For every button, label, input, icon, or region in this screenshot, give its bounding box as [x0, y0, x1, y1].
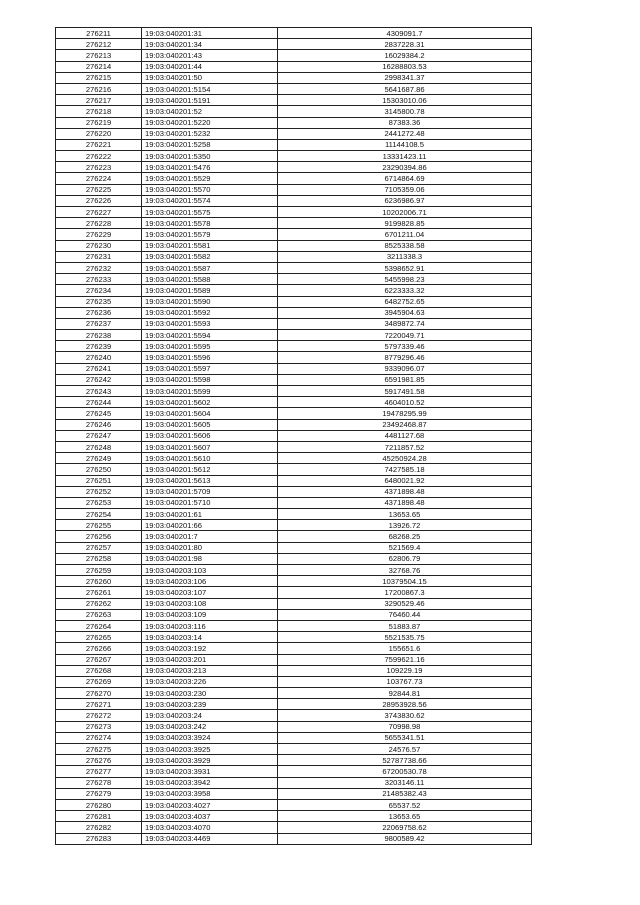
table-row	[56, 509, 532, 520]
row-number-cell: 276276	[56, 755, 142, 766]
cadastral-value-cell: 5917491.58	[278, 386, 532, 397]
row-number-cell: 276232	[56, 262, 142, 273]
table-row	[56, 565, 532, 576]
table-row	[56, 285, 532, 296]
row-number-cell: 276218	[56, 106, 142, 117]
cadastral-value-cell: 51883.87	[278, 620, 532, 631]
table-row	[56, 788, 532, 799]
cadastral-number-cell: 19:03:040201:34	[142, 39, 278, 50]
row-number-cell: 276233	[56, 274, 142, 285]
cadastral-number-cell: 19:03:040203:230	[142, 688, 278, 699]
cadastral-number-cell: 19:03:040201:5610	[142, 453, 278, 464]
row-number-cell: 276244	[56, 397, 142, 408]
row-number-cell: 276221	[56, 139, 142, 150]
table-row	[56, 542, 532, 553]
row-number-cell: 276280	[56, 799, 142, 810]
cadastral-number-cell: 19:03:040201:5592	[142, 307, 278, 318]
table-row	[56, 822, 532, 833]
row-number-cell: 276257	[56, 542, 142, 553]
table-row	[56, 397, 532, 408]
table-row	[56, 721, 532, 732]
row-number-cell: 276261	[56, 587, 142, 598]
cadastral-value-cell: 6482752.65	[278, 296, 532, 307]
cadastral-value-cell: 6223333.32	[278, 285, 532, 296]
table-row	[56, 83, 532, 94]
cadastral-value-cell: 23492468.87	[278, 419, 532, 430]
row-number-cell: 276269	[56, 676, 142, 687]
cadastral-value-cell: 3743830.62	[278, 710, 532, 721]
row-number-cell: 276259	[56, 565, 142, 576]
row-number-cell: 276263	[56, 609, 142, 620]
table-row	[56, 598, 532, 609]
cadastral-value-cell: 8525338.58	[278, 240, 532, 251]
table-row	[56, 755, 532, 766]
cadastral-number-cell: 19:03:040201:5596	[142, 352, 278, 363]
table-row	[56, 139, 532, 150]
row-number-cell: 276237	[56, 318, 142, 329]
row-number-cell: 276224	[56, 173, 142, 184]
cadastral-number-cell: 19:03:040201:5709	[142, 486, 278, 497]
cadastral-number-cell: 19:03:040201:5529	[142, 173, 278, 184]
row-number-cell: 276222	[56, 151, 142, 162]
cadastral-number-cell: 19:03:040201:5579	[142, 229, 278, 240]
cadastral-value-cell: 155651.6	[278, 643, 532, 654]
row-number-cell: 276228	[56, 218, 142, 229]
cadastral-number-cell: 19:03:040201:5350	[142, 151, 278, 162]
row-number-cell: 276256	[56, 531, 142, 542]
table-row	[56, 341, 532, 352]
cadastral-value-cell: 5655341.51	[278, 732, 532, 743]
cadastral-number-cell: 19:03:040201:5232	[142, 128, 278, 139]
cadastral-number-cell: 19:03:040201:5604	[142, 408, 278, 419]
table-row	[56, 195, 532, 206]
cadastral-number-cell: 19:03:040201:5595	[142, 341, 278, 352]
cadastral-number-cell: 19:03:040203:201	[142, 654, 278, 665]
cadastral-number-cell: 19:03:040203:213	[142, 665, 278, 676]
cadastral-value-cell: 5398652.91	[278, 262, 532, 273]
cadastral-number-cell: 19:03:040201:5602	[142, 397, 278, 408]
table-row	[56, 296, 532, 307]
row-number-cell: 276234	[56, 285, 142, 296]
row-number-cell: 276238	[56, 330, 142, 341]
cadastral-value-cell: 4309091.7	[278, 28, 532, 39]
table-row	[56, 330, 532, 341]
table-row	[56, 676, 532, 687]
cadastral-value-cell: 7211857.52	[278, 441, 532, 452]
cadastral-value-cell: 65537.52	[278, 799, 532, 810]
cadastral-value-cell: 4481127.68	[278, 430, 532, 441]
table-row	[56, 766, 532, 777]
cadastral-number-cell: 19:03:040201:5597	[142, 363, 278, 374]
row-number-cell: 276226	[56, 195, 142, 206]
row-number-cell: 276242	[56, 374, 142, 385]
cadastral-value-cell: 3290529.46	[278, 598, 532, 609]
cadastral-value-cell: 19478295.99	[278, 408, 532, 419]
table-row	[56, 240, 532, 251]
cadastral-number-cell: 19:03:040203:242	[142, 721, 278, 732]
cadastral-number-cell: 19:03:040201:5191	[142, 95, 278, 106]
table-row	[56, 710, 532, 721]
table-row	[56, 128, 532, 139]
cadastral-value-cell: 23290394.86	[278, 162, 532, 173]
row-number-cell: 276279	[56, 788, 142, 799]
row-number-cell: 276239	[56, 341, 142, 352]
row-number-cell: 276277	[56, 766, 142, 777]
cadastral-number-cell: 19:03:040203:4027	[142, 799, 278, 810]
table-row	[56, 374, 532, 385]
cadastral-value-cell: 109229.19	[278, 665, 532, 676]
cadastral-number-cell: 19:03:040201:7	[142, 531, 278, 542]
cadastral-number-cell: 19:03:040201:5606	[142, 430, 278, 441]
table-row	[56, 744, 532, 755]
table-row	[56, 408, 532, 419]
row-number-cell: 276243	[56, 386, 142, 397]
table-row	[56, 274, 532, 285]
cadastral-number-cell: 19:03:040201:5593	[142, 318, 278, 329]
cadastral-number-cell: 19:03:040203:3929	[142, 755, 278, 766]
cadastral-value-cell: 6236986.97	[278, 195, 532, 206]
cadastral-value-cell: 15303010.06	[278, 95, 532, 106]
table-row	[56, 61, 532, 72]
cadastral-number-cell: 19:03:040201:5476	[142, 162, 278, 173]
cadastral-value-cell: 521569.4	[278, 542, 532, 553]
cadastral-number-cell: 19:03:040203:4070	[142, 822, 278, 833]
cadastral-value-cell: 67200530.78	[278, 766, 532, 777]
table-row	[56, 688, 532, 699]
cadastral-number-cell: 19:03:040201:5594	[142, 330, 278, 341]
cadastral-value-cell: 7105359.06	[278, 184, 532, 195]
cadastral-value-cell: 7220049.71	[278, 330, 532, 341]
row-number-cell: 276216	[56, 83, 142, 94]
cadastral-value-cell: 11144108.5	[278, 139, 532, 150]
row-number-cell: 276281	[56, 811, 142, 822]
cadastral-number-cell: 19:03:040203:4469	[142, 833, 278, 844]
row-number-cell: 276247	[56, 430, 142, 441]
row-number-cell: 276282	[56, 822, 142, 833]
row-number-cell: 276235	[56, 296, 142, 307]
table-row	[56, 833, 532, 844]
table-row	[56, 520, 532, 531]
cadastral-value-cell: 10379504.15	[278, 576, 532, 587]
cadastral-number-cell: 19:03:040201:5598	[142, 374, 278, 385]
table-row	[56, 184, 532, 195]
cadastral-number-cell: 19:03:040203:239	[142, 699, 278, 710]
cadastral-number-cell: 19:03:040203:116	[142, 620, 278, 631]
row-number-cell: 276250	[56, 464, 142, 475]
cadastral-value-cell: 16288803.53	[278, 61, 532, 72]
cadastral-value-cell: 45250924.28	[278, 453, 532, 464]
row-number-cell: 276265	[56, 632, 142, 643]
cadastral-number-cell: 19:03:040201:66	[142, 520, 278, 531]
row-number-cell: 276213	[56, 50, 142, 61]
cadastral-value-cell: 92844.81	[278, 688, 532, 699]
cadastral-number-cell: 19:03:040201:44	[142, 61, 278, 72]
cadastral-number-cell: 19:03:040201:61	[142, 509, 278, 520]
table-row	[56, 352, 532, 363]
row-number-cell: 276253	[56, 497, 142, 508]
cadastral-value-cell: 17200867.3	[278, 587, 532, 598]
cadastral-number-cell: 19:03:040201:31	[142, 28, 278, 39]
cadastral-number-cell: 19:03:040201:5612	[142, 464, 278, 475]
cadastral-value-cell: 10202006.71	[278, 207, 532, 218]
row-number-cell: 276268	[56, 665, 142, 676]
row-number-cell: 276251	[56, 475, 142, 486]
cadastral-value-cell: 13653.65	[278, 509, 532, 520]
table-row	[56, 632, 532, 643]
cadastral-value-cell: 16029384.2	[278, 50, 532, 61]
cadastral-value-cell: 6591981.85	[278, 374, 532, 385]
row-number-cell: 276262	[56, 598, 142, 609]
row-number-cell: 276267	[56, 654, 142, 665]
table-row	[56, 464, 532, 475]
cadastral-value-cell: 13926.72	[278, 520, 532, 531]
row-number-cell: 276230	[56, 240, 142, 251]
table-row	[56, 777, 532, 788]
cadastral-number-cell: 19:03:040203:192	[142, 643, 278, 654]
table-row	[56, 318, 532, 329]
table-row	[56, 699, 532, 710]
cadastral-value-cell: 70998.98	[278, 721, 532, 732]
table-row	[56, 151, 532, 162]
table-row	[56, 643, 532, 654]
table-row	[56, 475, 532, 486]
table-row	[56, 173, 532, 184]
table-row	[56, 207, 532, 218]
cadastral-number-cell: 19:03:040203:3931	[142, 766, 278, 777]
row-number-cell: 276249	[56, 453, 142, 464]
row-number-cell: 276271	[56, 699, 142, 710]
table-row	[56, 587, 532, 598]
cadastral-value-cell: 9339096.07	[278, 363, 532, 374]
cadastral-value-cell: 68268.25	[278, 531, 532, 542]
cadastral-number-cell: 19:03:040203:3942	[142, 777, 278, 788]
cadastral-number-cell: 19:03:040203:109	[142, 609, 278, 620]
cadastral-number-cell: 19:03:040201:52	[142, 106, 278, 117]
row-number-cell: 276215	[56, 72, 142, 83]
cadastral-number-cell: 19:03:040201:50	[142, 72, 278, 83]
cadastral-number-cell: 19:03:040203:226	[142, 676, 278, 687]
cadastral-number-cell: 19:03:040201:5578	[142, 218, 278, 229]
cadastral-value-cell: 3489872.74	[278, 318, 532, 329]
cadastral-value-cell: 3203146.11	[278, 777, 532, 788]
row-number-cell: 276266	[56, 643, 142, 654]
row-number-cell: 276278	[56, 777, 142, 788]
cadastral-number-cell: 19:03:040201:5607	[142, 441, 278, 452]
row-number-cell: 276254	[56, 509, 142, 520]
row-number-cell: 276225	[56, 184, 142, 195]
cadastral-number-cell: 19:03:040201:5574	[142, 195, 278, 206]
row-number-cell: 276231	[56, 251, 142, 262]
cadastral-value-cell: 3945904.63	[278, 307, 532, 318]
cadastral-value-cell: 28953928.56	[278, 699, 532, 710]
row-number-cell: 276272	[56, 710, 142, 721]
table-row	[56, 799, 532, 810]
cadastral-number-cell: 19:03:040201:5587	[142, 262, 278, 273]
cadastral-value-cell: 4604010.52	[278, 397, 532, 408]
cadastral-number-cell: 19:03:040201:5590	[142, 296, 278, 307]
cadastral-number-cell: 19:03:040201:5220	[142, 117, 278, 128]
cadastral-number-cell: 19:03:040201:5613	[142, 475, 278, 486]
cadastral-number-cell: 19:03:040203:3924	[142, 732, 278, 743]
cadastral-value-cell: 4371898.48	[278, 497, 532, 508]
table-row	[56, 654, 532, 665]
cadastral-number-cell: 19:03:040201:5588	[142, 274, 278, 285]
cadastral-value-cell: 103767.73	[278, 676, 532, 687]
row-number-cell: 276258	[56, 553, 142, 564]
cadastral-value-cell: 5797339.46	[278, 341, 532, 352]
cadastral-value-cell: 8779296.46	[278, 352, 532, 363]
row-number-cell: 276274	[56, 732, 142, 743]
cadastral-number-cell: 19:03:040201:5154	[142, 83, 278, 94]
cadastral-number-cell: 19:03:040201:80	[142, 542, 278, 553]
cadastral-number-cell: 19:03:040203:103	[142, 565, 278, 576]
table-row	[56, 95, 532, 106]
row-number-cell: 276211	[56, 28, 142, 39]
cadastral-number-cell: 19:03:040201:5258	[142, 139, 278, 150]
table-row	[56, 576, 532, 587]
cadastral-number-cell: 19:03:040203:108	[142, 598, 278, 609]
table-row	[56, 386, 532, 397]
table-row	[56, 50, 532, 61]
row-number-cell: 276217	[56, 95, 142, 106]
table-row	[56, 28, 532, 39]
table-row	[56, 441, 532, 452]
row-number-cell: 276240	[56, 352, 142, 363]
row-number-cell: 276223	[56, 162, 142, 173]
table-row	[56, 665, 532, 676]
table-row	[56, 363, 532, 374]
table-body	[56, 28, 532, 845]
cadastral-number-cell: 19:03:040203:24	[142, 710, 278, 721]
cadastral-value-cell: 6714864.69	[278, 173, 532, 184]
cadastral-value-cell: 76460.44	[278, 609, 532, 620]
cadastral-value-table	[55, 27, 532, 845]
cadastral-value-cell: 6480021.92	[278, 475, 532, 486]
row-number-cell: 276227	[56, 207, 142, 218]
cadastral-number-cell: 19:03:040201:5589	[142, 285, 278, 296]
cadastral-value-cell: 62806.79	[278, 553, 532, 564]
table-row	[56, 811, 532, 822]
cadastral-number-cell: 19:03:040201:5575	[142, 207, 278, 218]
table-row	[56, 72, 532, 83]
cadastral-number-cell: 19:03:040203:4037	[142, 811, 278, 822]
row-number-cell: 276260	[56, 576, 142, 587]
cadastral-value-cell: 13653.65	[278, 811, 532, 822]
row-number-cell: 276229	[56, 229, 142, 240]
cadastral-value-cell: 52787738.66	[278, 755, 532, 766]
cadastral-number-cell: 19:03:040203:14	[142, 632, 278, 643]
cadastral-number-cell: 19:03:040201:5710	[142, 497, 278, 508]
table-row	[56, 419, 532, 430]
cadastral-value-cell: 7427585.18	[278, 464, 532, 475]
table-row	[56, 553, 532, 564]
cadastral-value-cell: 2441272.48	[278, 128, 532, 139]
row-number-cell: 276283	[56, 833, 142, 844]
row-number-cell: 276212	[56, 39, 142, 50]
table-row	[56, 497, 532, 508]
table-row	[56, 531, 532, 542]
cadastral-value-cell: 5641687.86	[278, 83, 532, 94]
cadastral-value-cell: 4371898.48	[278, 486, 532, 497]
cadastral-value-cell: 5521535.75	[278, 632, 532, 643]
row-number-cell: 276275	[56, 744, 142, 755]
row-number-cell: 276236	[56, 307, 142, 318]
table-row	[56, 262, 532, 273]
table-row	[56, 453, 532, 464]
row-number-cell: 276255	[56, 520, 142, 531]
cadastral-number-cell: 19:03:040201:5605	[142, 419, 278, 430]
cadastral-number-cell: 19:03:040201:5582	[142, 251, 278, 262]
cadastral-value-cell: 24576.57	[278, 744, 532, 755]
cadastral-value-cell: 2998341.37	[278, 72, 532, 83]
cadastral-value-cell: 7599621.16	[278, 654, 532, 665]
cadastral-value-cell: 3145800.78	[278, 106, 532, 117]
row-number-cell: 276219	[56, 117, 142, 128]
table-row	[56, 39, 532, 50]
row-number-cell: 276264	[56, 620, 142, 631]
table-row	[56, 251, 532, 262]
cadastral-value-cell: 22069758.62	[278, 822, 532, 833]
cadastral-value-cell: 5455998.23	[278, 274, 532, 285]
table-row	[56, 609, 532, 620]
table-row	[56, 307, 532, 318]
row-number-cell: 276220	[56, 128, 142, 139]
cadastral-number-cell: 19:03:040201:5581	[142, 240, 278, 251]
cadastral-value-cell: 9199828.85	[278, 218, 532, 229]
cadastral-value-cell: 21485382.43	[278, 788, 532, 799]
row-number-cell: 276241	[56, 363, 142, 374]
cadastral-number-cell: 19:03:040201:5570	[142, 184, 278, 195]
cadastral-value-cell: 2837228.31	[278, 39, 532, 50]
table-row	[56, 486, 532, 497]
cadastral-number-cell: 19:03:040203:107	[142, 587, 278, 598]
cadastral-value-cell: 9800589.42	[278, 833, 532, 844]
cadastral-number-cell: 19:03:040201:98	[142, 553, 278, 564]
cadastral-value-cell: 13331423.11	[278, 151, 532, 162]
table-row	[56, 620, 532, 631]
table-row	[56, 117, 532, 128]
cadastral-value-cell: 32768.76	[278, 565, 532, 576]
table-row	[56, 732, 532, 743]
row-number-cell: 276245	[56, 408, 142, 419]
cadastral-value-cell: 87383.36	[278, 117, 532, 128]
cadastral-value-cell: 3211338.3	[278, 251, 532, 262]
table-row	[56, 106, 532, 117]
row-number-cell: 276270	[56, 688, 142, 699]
row-number-cell: 276248	[56, 441, 142, 452]
table-row	[56, 162, 532, 173]
table-row	[56, 430, 532, 441]
cadastral-number-cell: 19:03:040203:106	[142, 576, 278, 587]
cadastral-value-cell: 6701211.04	[278, 229, 532, 240]
cadastral-number-cell: 19:03:040203:3925	[142, 744, 278, 755]
row-number-cell: 276273	[56, 721, 142, 732]
row-number-cell: 276252	[56, 486, 142, 497]
row-number-cell: 276246	[56, 419, 142, 430]
table-row	[56, 229, 532, 240]
table-row	[56, 218, 532, 229]
cadastral-number-cell: 19:03:040201:5599	[142, 386, 278, 397]
cadastral-number-cell: 19:03:040203:3958	[142, 788, 278, 799]
cadastral-number-cell: 19:03:040201:43	[142, 50, 278, 61]
row-number-cell: 276214	[56, 61, 142, 72]
